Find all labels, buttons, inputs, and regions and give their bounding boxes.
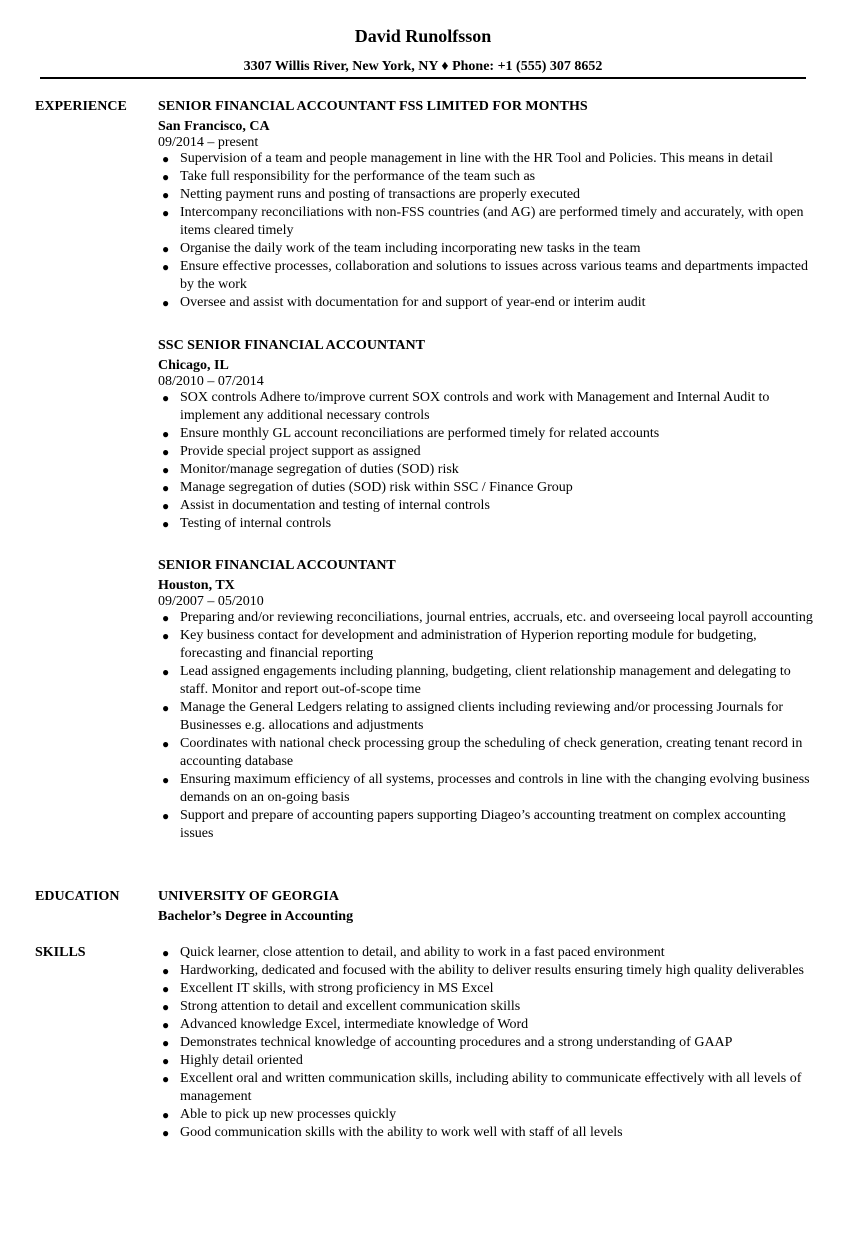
job-dates: 08/2010 – 07/2014 — [158, 374, 264, 389]
list-item — [158, 258, 818, 294]
bullet-icon: ● — [162, 809, 170, 823]
bullet-icon: ● — [162, 1000, 170, 1014]
list-item — [158, 771, 818, 807]
bullet-text: Ensure monthly GL account reconciliations are performed timely for related accounts — [180, 426, 660, 441]
education-entry — [158, 888, 818, 924]
bullet-icon: ● — [162, 1072, 170, 1086]
bullet-icon: ● — [162, 517, 170, 531]
bullet-icon: ● — [162, 1054, 170, 1068]
list-item — [158, 1052, 818, 1070]
bullet-icon: ● — [162, 206, 170, 220]
bullet-icon: ● — [162, 499, 170, 513]
skill-text: Able to pick up new processes quickly — [180, 1107, 397, 1122]
experience-entry — [158, 557, 818, 843]
bullet-icon: ● — [162, 1036, 170, 1050]
skill-text: Strong attention to detail and excellent communication skills — [180, 999, 521, 1014]
list-item — [158, 1070, 818, 1106]
job-location: San Francisco, CA — [158, 119, 270, 134]
list-item — [158, 425, 818, 443]
bullet-icon: ● — [162, 665, 170, 679]
job-bullet-list — [158, 609, 818, 843]
bullet-text: Key business contact for development and administration of Hyperion reporting module for budgeting, forecasting and financial reporting — [180, 628, 757, 661]
bullet-icon: ● — [162, 611, 170, 625]
bullet-icon: ● — [162, 1126, 170, 1140]
job-bullet-list — [158, 150, 818, 312]
job-bullet-list — [158, 389, 818, 533]
skill-text: Hardworking, dedicated and focused with the ability to deliver results ensuring timely high quality deliverables — [180, 963, 805, 978]
list-item — [158, 294, 818, 312]
list-item — [158, 186, 818, 204]
bullet-text: Support and prepare of accounting papers supporting Diageo’s accounting treatment on complex accounting issues — [180, 808, 786, 841]
bullet-icon: ● — [162, 701, 170, 715]
list-item — [158, 168, 818, 186]
list-item — [158, 150, 818, 168]
bullet-text: Preparing and/or reviewing reconciliations, journal entries, accruals, etc. and overseeing local payroll accounting — [180, 610, 813, 625]
bullet-icon: ● — [162, 463, 170, 477]
candidate-name: David Runolfsson — [354, 26, 492, 46]
degree-name: Bachelor’s Degree in Accounting — [158, 909, 354, 924]
bullet-text: Assist in documentation and testing of internal controls — [180, 498, 490, 513]
bullet-icon: ● — [162, 152, 170, 166]
list-item — [158, 609, 818, 627]
skills-list — [158, 944, 818, 1142]
list-item — [158, 699, 818, 735]
bullet-icon: ● — [162, 296, 170, 310]
list-item — [158, 461, 818, 479]
list-item — [158, 944, 818, 962]
bullet-text: Testing of internal controls — [180, 516, 332, 531]
bullet-text: Ensuring maximum efficiency of all systems, processes and controls in line with the changing evolving business demands on an on-going basis — [180, 772, 810, 805]
job-location: Chicago, IL — [158, 358, 229, 373]
bullet-text: Manage the General Ledgers relating to assigned clients including reviewing and/or processing Journals for Businesses e.g. allocations and adjustments — [180, 700, 783, 733]
list-item — [158, 240, 818, 258]
list-item — [158, 980, 818, 998]
bullet-text: Coordinates with national check processing group the scheduling of check generation, creating tenant record in accounting database — [180, 736, 803, 769]
bullet-icon: ● — [162, 242, 170, 256]
bullet-icon: ● — [162, 773, 170, 787]
list-item — [158, 627, 818, 663]
contact-line: 3307 Willis River, New York, NY ♦ Phone: +1 (555) 307 8652 — [243, 59, 603, 74]
bullet-icon: ● — [162, 629, 170, 643]
list-item — [158, 1034, 818, 1052]
bullet-icon: ● — [162, 737, 170, 751]
list-item — [158, 515, 818, 533]
bullet-icon: ● — [162, 260, 170, 274]
skill-text: Excellent IT skills, with strong proficiency in MS Excel — [180, 981, 494, 996]
job-dates: 09/2014 – present — [158, 135, 259, 150]
skill-text: Quick learner, close attention to detail, and ability to work in a fast paced environment — [180, 945, 665, 960]
bullet-icon: ● — [162, 170, 170, 184]
school-name: UNIVERSITY OF GEORGIA — [158, 889, 339, 904]
list-item — [158, 807, 818, 843]
list-item — [158, 204, 818, 240]
bullet-text: Ensure effective processes, collaboration and solutions to issues across various teams and departments impacted by the work — [180, 259, 809, 292]
bullet-icon: ● — [162, 391, 170, 405]
job-title: SENIOR FINANCIAL ACCOUNTANT FSS LIMITED FOR MONTHS — [158, 99, 588, 114]
job-title: SENIOR FINANCIAL ACCOUNTANT — [158, 558, 396, 573]
bullet-icon: ● — [162, 946, 170, 960]
list-item — [158, 389, 818, 425]
bullet-text: SOX controls Adhere to/improve current SOX controls and work with Management and Internal Audit to implement any additional necessary controls — [180, 390, 770, 423]
job-dates: 09/2007 – 05/2010 — [158, 594, 264, 609]
bullet-icon: ● — [162, 188, 170, 202]
list-item — [158, 497, 818, 515]
bullet-text: Provide special project support as assigned — [180, 444, 421, 459]
list-item — [158, 479, 818, 497]
skills-heading: SKILLS — [35, 945, 86, 960]
bullet-text: Organise the daily work of the team including incorporating new tasks in the team — [180, 241, 641, 256]
bullet-text: Lead assigned engagements including planning, budgeting, client relationship management and delegating to staff. Monitor and report out-of-scope time — [180, 664, 791, 697]
list-item — [158, 1106, 818, 1124]
bullet-icon: ● — [162, 1108, 170, 1122]
bullet-text: Intercompany reconciliations with non-FSS countries (and AG) are performed timely and accurately, with open items cleared timely — [180, 205, 804, 238]
list-item — [158, 443, 818, 461]
list-item — [158, 1016, 818, 1034]
list-item — [158, 962, 818, 980]
skills-entry — [158, 944, 818, 1142]
skill-text: Advanced knowledge Excel, intermediate knowledge of Word — [180, 1017, 529, 1032]
experience-entry — [158, 337, 818, 533]
skill-text: Highly detail oriented — [180, 1053, 303, 1068]
job-location: Houston, TX — [158, 578, 235, 593]
bullet-text: Oversee and assist with documentation for and support of year-end or interim audit — [180, 295, 646, 310]
skill-text: Demonstrates technical knowledge of accounting procedures and a strong understanding of GAAP — [180, 1035, 733, 1050]
bullet-text: Take full responsibility for the performance of the team such as — [180, 169, 536, 184]
bullet-text: Monitor/manage segregation of duties (SOD) risk — [180, 462, 459, 477]
header-divider — [40, 77, 806, 79]
bullet-text: Supervision of a team and people management in line with the HR Tool and Policies. This means in detail — [180, 151, 773, 166]
skill-text: Excellent oral and written communication skills, including ability to communicate effectively with all levels of management — [180, 1071, 802, 1104]
education-heading: EDUCATION — [35, 889, 120, 904]
experience-heading: EXPERIENCE — [35, 99, 127, 114]
bullet-icon: ● — [162, 427, 170, 441]
skill-text: Good communication skills with the ability to work well with staff of all levels — [180, 1125, 623, 1140]
list-item — [158, 1124, 818, 1142]
list-item — [158, 998, 818, 1016]
bullet-icon: ● — [162, 1018, 170, 1032]
bullet-icon: ● — [162, 445, 170, 459]
bullet-icon: ● — [162, 481, 170, 495]
list-item — [158, 735, 818, 771]
bullet-icon: ● — [162, 964, 170, 978]
bullet-text: Manage segregation of duties (SOD) risk within SSC / Finance Group — [180, 480, 573, 495]
bullet-icon: ● — [162, 982, 170, 996]
experience-entry — [158, 98, 818, 312]
bullet-text: Netting payment runs and posting of transactions are properly executed — [180, 187, 581, 202]
job-title: SSC SENIOR FINANCIAL ACCOUNTANT — [158, 338, 425, 353]
list-item — [158, 663, 818, 699]
